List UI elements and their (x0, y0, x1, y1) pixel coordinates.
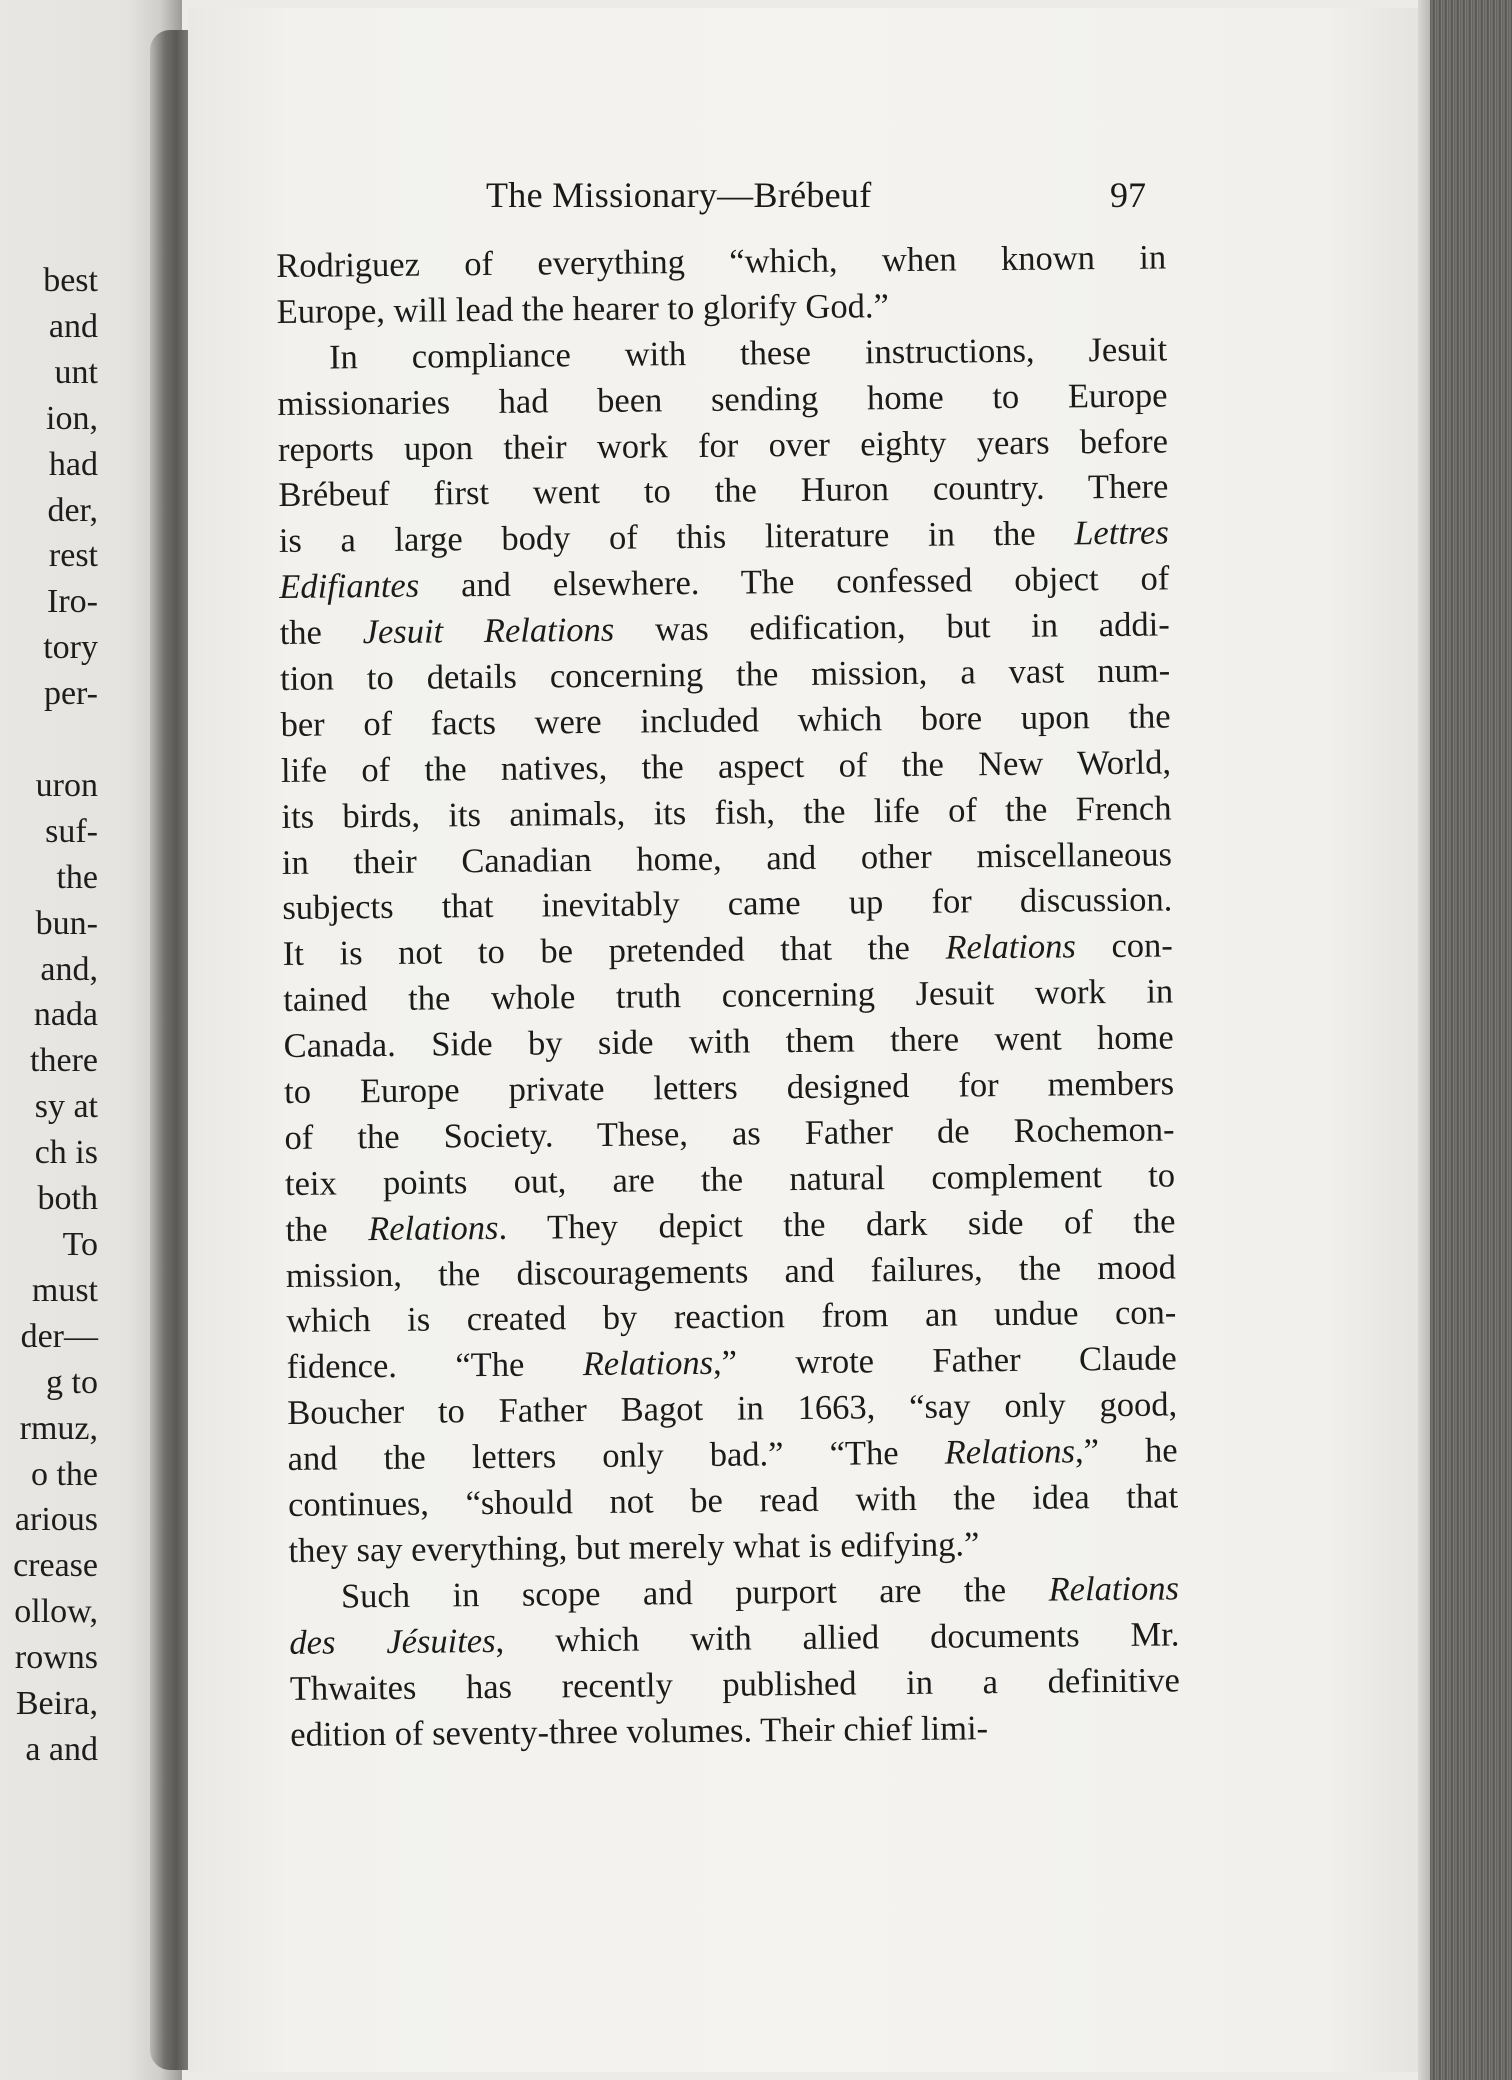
text-line: in their Canadian home, and other miscellaneous (281, 835, 1173, 882)
left-page-fragment: the (56, 858, 98, 896)
body-text (276, 235, 1180, 1758)
text-line: Rodriguez of everything “which, when known in (276, 238, 1167, 285)
text-line: is a large body of this literature in the Lettres (278, 513, 1169, 561)
left-page-fragment: der— (20, 1317, 98, 1355)
text-line: des Jésuites, which with allied documents Mr. (289, 1615, 1180, 1662)
text-line: life of the natives, the aspect of the New World, (280, 743, 1172, 790)
left-page-fragment: g to (46, 1363, 98, 1401)
left-page-fragment: ch is (34, 1134, 98, 1172)
text-line: tion to details concerning the mission, a vast num- (279, 651, 1171, 698)
text-line: Thwaites has recently published in a definitive (289, 1661, 1181, 1708)
left-page-fragment: tory (43, 629, 98, 667)
text-line: Brébeuf first went to the Huron country. There (278, 467, 1169, 515)
text-line: ber of facts were included which bore upon the (280, 697, 1171, 744)
page-header (486, 174, 1146, 224)
text-line: Such in scope and purport are the Relations (340, 1569, 1180, 1616)
text-line: fidence. “The Relations,” wrote Father Claude (286, 1339, 1177, 1387)
left-page-fragment: best (43, 262, 98, 299)
text-line: of the Society. These, as Father de Rochemon- (284, 1110, 1175, 1157)
left-page-fragment: had (48, 445, 98, 483)
left-page-fragment: arious (14, 1501, 98, 1539)
left-page-fragment: rest (48, 537, 98, 575)
left-page-fragment: Beira, (15, 1685, 98, 1723)
text-line: and the letters only bad.” “The Relations,” he (287, 1431, 1178, 1479)
text-line: In compliance with these instructions, Jesuit (328, 330, 1168, 377)
text-line: tained the whole truth concerning Jesuit work in (283, 972, 1174, 1020)
page-block-edges (1430, 0, 1512, 2080)
left-page-fragment: der, (47, 491, 98, 529)
text-line: continues, “should not be read with the idea that (287, 1477, 1179, 1524)
left-page-text-fragments (0, 258, 98, 1773)
left-page-fragment: nada (33, 996, 98, 1034)
left-page-fragment: ollow, (14, 1593, 98, 1631)
left-page-fragment: uron (35, 766, 98, 804)
text-line: subjects that inevitably came up for discussion. (282, 880, 1173, 928)
text-line: Europe, will lead the hearer to glorify God.” (276, 287, 889, 331)
left-page-fragment: To (62, 1226, 98, 1264)
text-line: edition of seventy-three volumes. Their chief limi- (290, 1708, 989, 1754)
text-line: teix points out, are the natural complement to (284, 1156, 1176, 1203)
left-page-fragment: bun- (35, 904, 98, 942)
left-page-fragment: must (31, 1271, 98, 1309)
text-line: Boucher to Father Bagot in 1663, “say only good, (287, 1385, 1178, 1433)
left-page-fragment: ion, (46, 399, 98, 437)
text-line: they say everything, but merely what is edifying.” (288, 1525, 980, 1570)
text-line: to Europe private letters designed for members (283, 1064, 1175, 1111)
text-line: Edifiantes and elsewhere. The confessed object of (279, 559, 1170, 607)
text-line: which is created by reaction from an undue con- (286, 1293, 1177, 1341)
left-page-fragment: and, (40, 950, 98, 988)
left-page-fragment: rmuz, (19, 1409, 98, 1447)
page-number: 97 (1110, 175, 1146, 215)
left-page-fragment: there (30, 1042, 98, 1080)
left-page-fragment (0, 717, 98, 763)
text-line: the Jesuit Relations was edification, but in addi- (279, 605, 1170, 653)
left-page-fragment: rowns (14, 1639, 98, 1677)
left-page-fragment: unt (54, 353, 98, 391)
left-page-fragment: both (37, 1180, 98, 1218)
left-page-fragment: per- (43, 675, 98, 713)
text-line: Canada. Side by side with them there went home (283, 1018, 1174, 1066)
left-page-fragment: Iro- (47, 583, 98, 621)
left-page-fragment: sy at (34, 1088, 98, 1126)
left-page-fragment: and (48, 307, 98, 345)
left-page-fragment: o the (30, 1455, 98, 1493)
text-line: the Relations. They depict the dark side of the (285, 1202, 1176, 1249)
left-page-fragment: suf- (45, 812, 98, 850)
left-page-fragment: a and (25, 1730, 98, 1768)
text-line: mission, the discouragements and failures, the mood (285, 1248, 1177, 1295)
text-line: It is not to be pretended that the Relations con- (282, 926, 1173, 974)
running-title: The Missionary—Brébeuf (486, 175, 872, 215)
text-line: missionaries had been sending home to Europe (277, 376, 1168, 423)
left-page-fragment: crease (13, 1547, 98, 1585)
text-line: reports upon their work for over eighty years before (277, 422, 1169, 469)
text-line: its birds, its animals, its fish, the life of the French (281, 789, 1172, 836)
